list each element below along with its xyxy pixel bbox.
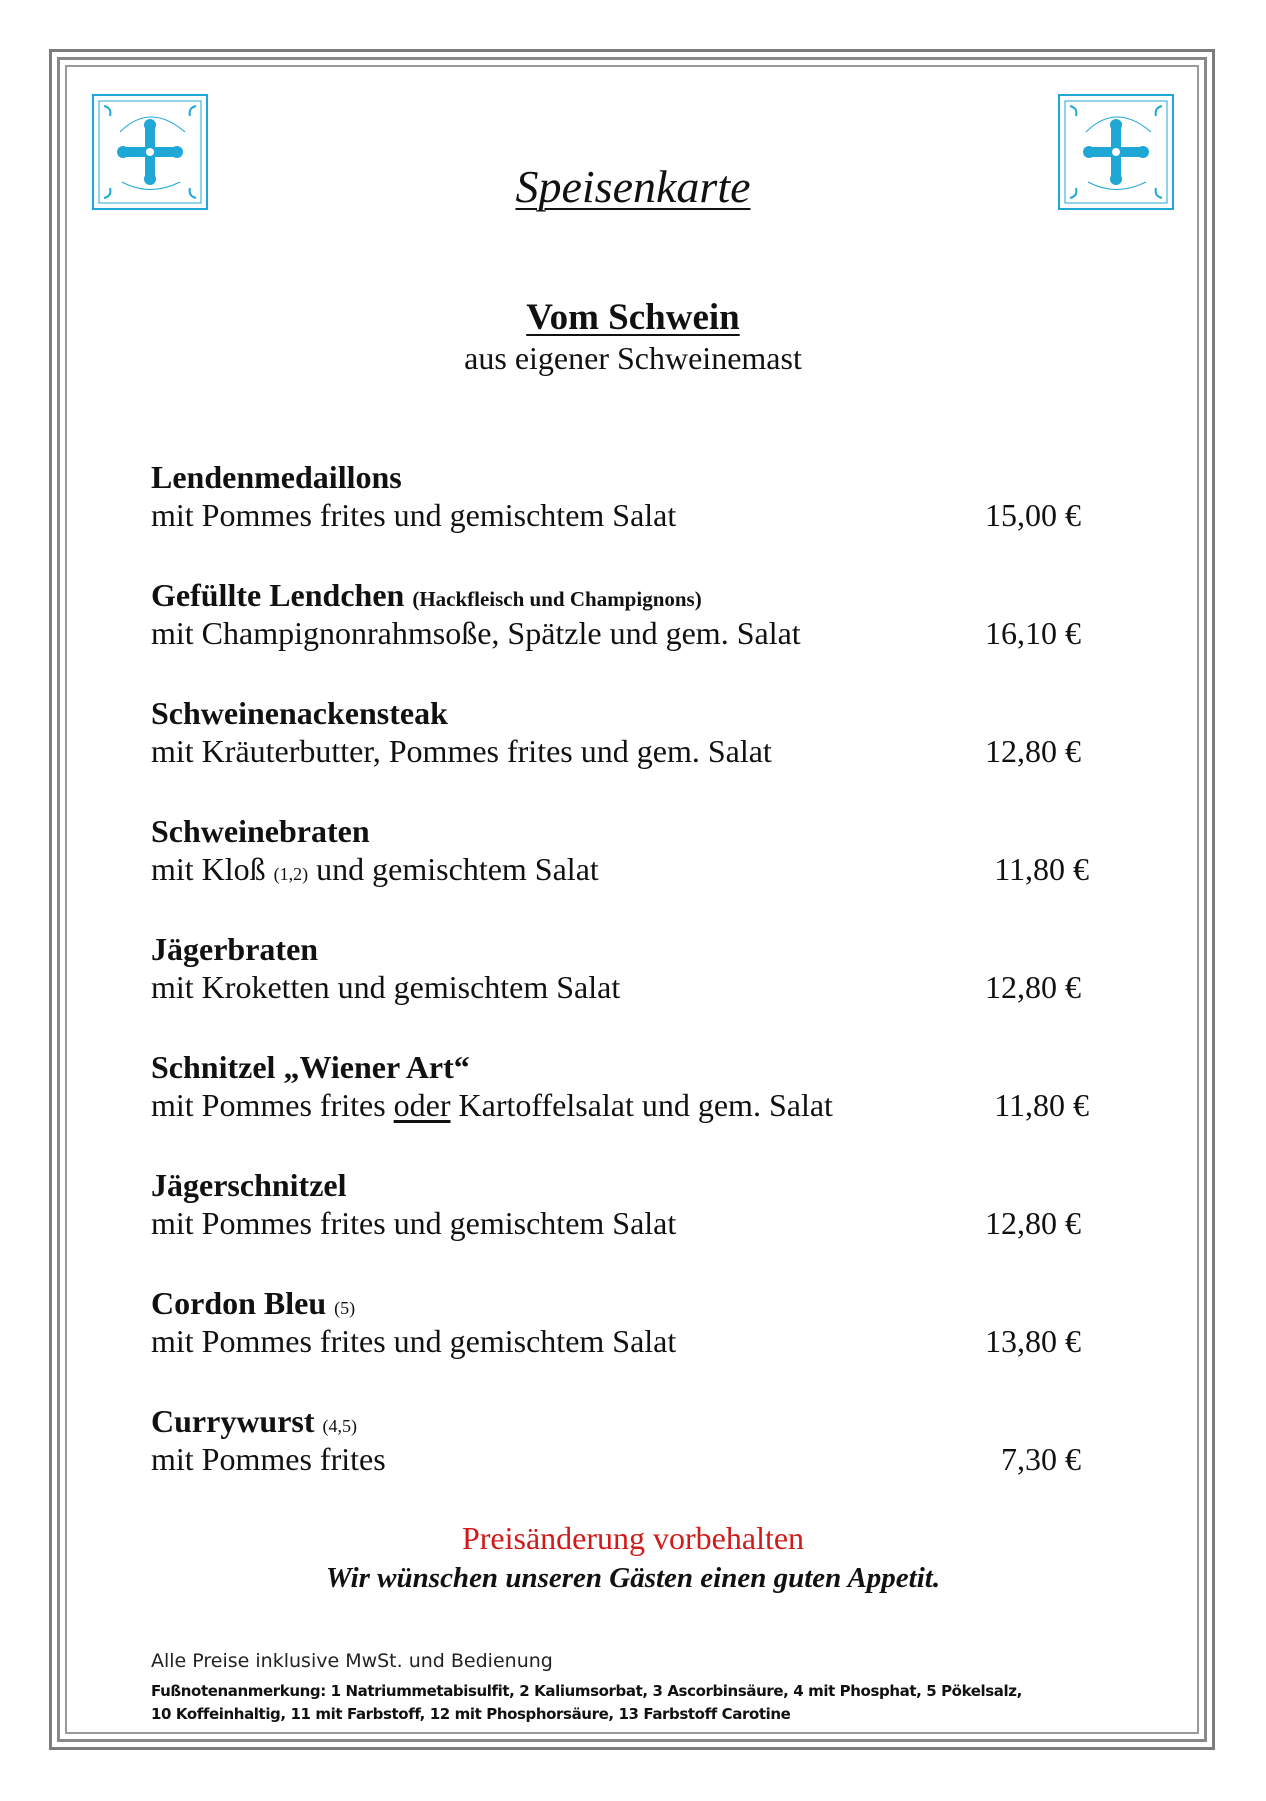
menu-item — [151, 1166, 1091, 1284]
dish-description: mit Champignonrahmsoße, Spätzle und gem. Salat — [151, 615, 801, 651]
menu-item — [151, 812, 1091, 930]
dish-price: 11,80 € — [994, 1087, 1089, 1123]
dish-description: mit Kräuterbutter, Pommes frites und gem. Salat — [151, 733, 772, 769]
dish-description: mit Pommes frites und gemischtem Salat — [151, 497, 677, 533]
menu-list — [151, 458, 1091, 1520]
footnote-line: 10 Koffeinhaltig, 11 mit Farbstoff, 12 mit Phosphorsäure, 13 Farbstoff Carotine — [151, 1705, 791, 1723]
dish-name: Lendenmedaillons — [151, 459, 402, 495]
dish-note: (Hackfleisch und Champignons) — [412, 587, 702, 611]
menu-item — [151, 694, 1091, 812]
closing-wish: Wir wünschen unseren Gästen einen guten Appetit. — [325, 1562, 941, 1594]
dish-description: mit Pommes frites und gemischtem Salat — [151, 1205, 677, 1241]
footer-vat-note: Alle Preise inklusive MwSt. und Bedienung — [151, 1650, 553, 1672]
dish-name: Gefüllte Lendchen (Hackfleisch und Champignons) — [151, 577, 702, 613]
section-subtitle: aus eigener Schweinemast — [464, 340, 802, 376]
dish-description: mit Pommes frites — [151, 1441, 386, 1477]
dish-name: Schnitzel „Wiener Art“ — [151, 1049, 470, 1085]
dish-price: 15,00 € — [985, 497, 1081, 533]
menu-item — [151, 1048, 1091, 1166]
menu-item — [151, 1284, 1091, 1402]
section-title: Vom Schwein — [526, 297, 740, 338]
menu-item — [151, 458, 1091, 576]
dish-price: 12,80 € — [985, 733, 1081, 769]
dish-name: Schweinebraten — [151, 813, 370, 849]
menu-title: Speisenkarte — [515, 161, 751, 212]
footnote-line: Fußnotenanmerkung: 1 Natriummetabisulfit, 2 Kaliumsorbat, 3 Ascorbinsäure, 4 mit Phosphat, 5 Pökelsalz, — [151, 1682, 1022, 1700]
footer-footnotes — [151, 1680, 1051, 1726]
dish-description: mit Kloß (1,2) und gemischtem Salat — [151, 851, 599, 887]
dish-price: 11,80 € — [994, 851, 1089, 887]
dish-description: mit Pommes frites und gemischtem Salat — [151, 1323, 677, 1359]
dish-description: mit Kroketten und gemischtem Salat — [151, 969, 621, 1005]
menu-item — [151, 1402, 1091, 1520]
dish-name: Jägerschnitzel — [151, 1167, 347, 1203]
menu-item — [151, 930, 1091, 1048]
dish-note: (5) — [334, 1298, 356, 1318]
dish-price: 13,80 € — [985, 1323, 1081, 1359]
menu-item — [151, 576, 1091, 694]
additive-note: (1,2) — [273, 864, 309, 884]
dish-name: Cordon Bleu (5) — [151, 1285, 356, 1321]
dish-name: Currywurst (4,5) — [151, 1403, 358, 1439]
price-change-notice: Preisänderung vorbehalten — [461, 1520, 805, 1556]
dish-name: Jägerbraten — [151, 931, 319, 967]
dish-note: (4,5) — [322, 1416, 358, 1436]
dish-price: 12,80 € — [985, 1205, 1081, 1241]
dish-price: 7,30 € — [1001, 1441, 1081, 1477]
dish-price: 12,80 € — [985, 969, 1081, 1005]
dish-description: mit Pommes frites oder Kartoffelsalat und gem. Salat — [151, 1087, 833, 1123]
dish-name: Schweinenackensteak — [151, 695, 448, 731]
dish-price: 16,10 € — [985, 615, 1081, 651]
